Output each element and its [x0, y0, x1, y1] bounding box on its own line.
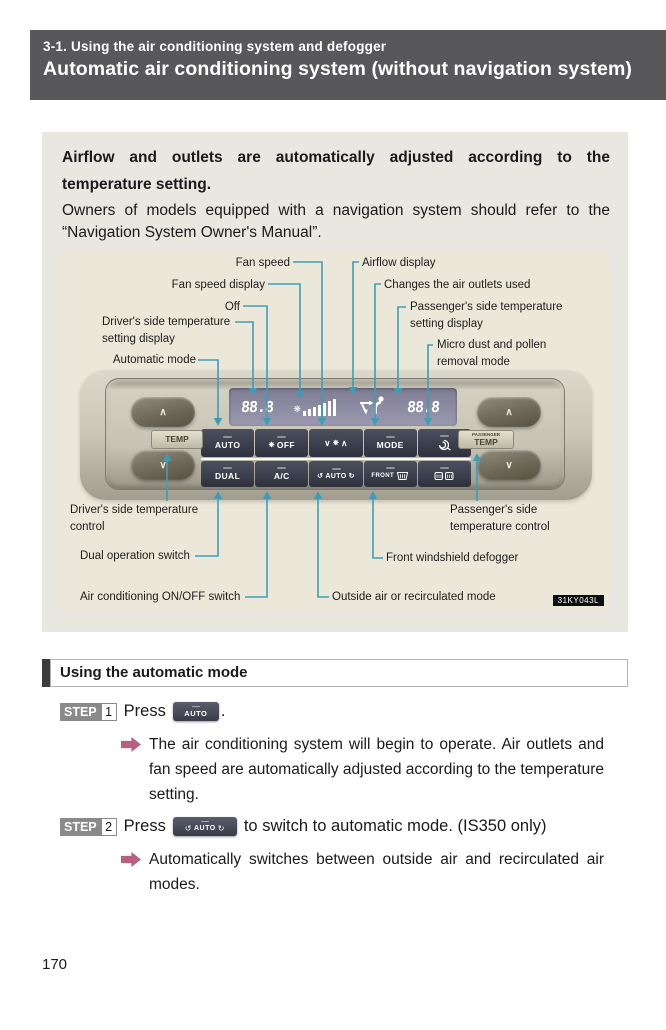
panel-front-defog-button: FRONT [364, 461, 417, 487]
step-1-text: Press [123, 702, 166, 720]
recirculate-icon: ↺ [184, 823, 192, 833]
windshield-defog-icon [396, 471, 409, 481]
chapter-header [30, 30, 666, 100]
ac-control-panel [105, 378, 565, 490]
fresh-air-icon: ↻ [348, 473, 355, 480]
panel-rear-defog-button [418, 461, 471, 487]
label-driver-setting-display: Driver's side temperature setting display [102, 316, 231, 346]
button-row-1 [201, 429, 471, 457]
section-title: Using the automatic mode [60, 664, 248, 681]
chevron-up-icon: ∧ [159, 406, 167, 418]
step-2-text: Press [123, 817, 166, 835]
label-fan-speed-display: Fan speed display [171, 279, 265, 291]
intro-body-text: Owners of models equipped with a navigation system should refer to the “Navigation System Owner's Manual”. [62, 202, 610, 242]
fan-icon: ❋ [293, 403, 301, 414]
step-1-result [121, 733, 604, 807]
label-driver-temp-control: Driver's side temperature control [70, 504, 199, 534]
page-title: Automatic air conditioning system (without navigation system) [43, 58, 632, 80]
label-dual-switch: Dual operation switch [80, 550, 190, 562]
result-arrow-icon [121, 737, 141, 752]
airflow-mode-icon [357, 394, 387, 421]
step-2-result-text: Automatically switches between outside air and recirculated air modes. [149, 851, 604, 893]
page-number: 170 [42, 956, 68, 973]
section-heading-bar [42, 659, 50, 687]
label-changes-outlets: Changes the air outlets used [384, 279, 531, 291]
label-passenger-temp-control: Passenger's side temperature control [450, 504, 550, 534]
panel-fan-off-button: ❋ OFF [255, 429, 308, 457]
result-arrow-icon [121, 852, 141, 867]
label-micro-dust: Micro dust and pollen removal mode [437, 339, 547, 369]
auto-button-image: AUTO [173, 702, 219, 721]
panel-ac-button: A/C [255, 461, 308, 487]
passenger-temp-down-button [477, 450, 541, 480]
ac-lcd-display [229, 388, 457, 426]
step-1-result-text: The air conditioning system will begin to operate. Air outlets and fan speed are automatically adjusted according to the temperature setting. [149, 736, 604, 803]
chevron-up-icon: ∧ [505, 406, 513, 418]
fresh-air-icon: ↻ [217, 823, 225, 833]
driver-temp-readout: 88.8 [240, 398, 274, 416]
fan-speed-bars [303, 399, 337, 416]
chevron-down-icon: ∨ [159, 459, 167, 471]
panel-fan-speed-button: ∨ ❋ ∧ [309, 429, 362, 457]
label-off: Off [224, 301, 240, 313]
recirculate-icon: ↺ [317, 473, 324, 480]
chevron-down-icon: ∨ [505, 459, 513, 471]
micro-dust-icon [436, 439, 452, 451]
section-heading [42, 659, 628, 687]
label-automatic-mode: Automatic mode [112, 354, 196, 366]
rear-defog-icon [434, 471, 454, 481]
air-intake-auto-button-image: ↺ AUTO ↻ [173, 817, 237, 836]
passenger-temp-up-button [477, 397, 541, 427]
step-2-badge: STEP 2 [60, 818, 117, 836]
step-2-post-text: to switch to automatic mode. (IS350 only) [243, 817, 547, 835]
passenger-temp-readout: 88.8 [406, 398, 440, 416]
chapter-section-title: 3-1. Using the air conditioning system and defogger [43, 39, 387, 54]
fan-icon: ❋ [268, 442, 275, 449]
panel-air-intake-auto-button: ↺ AUTO ↻ [309, 461, 362, 487]
step-1-badge: STEP 1 [60, 703, 117, 721]
intro-lead-text: Airflow and outlets are automatically adjusted according to the temperature setting. [62, 149, 610, 193]
panel-dual-button: DUAL [201, 461, 254, 487]
label-passenger-setting-display: Passenger's side temperature setting display [410, 301, 563, 331]
label-fan-speed: Fan speed [235, 257, 290, 269]
fan-speed-indicator [293, 399, 336, 416]
step-2-row [60, 817, 546, 836]
panel-separator-line [201, 458, 471, 460]
section-heading-box [50, 659, 628, 687]
button-row-2 [201, 461, 471, 487]
figure-code-badge: 31KY043L [553, 595, 604, 606]
fan-icon: ❋ [332, 440, 340, 447]
label-airflow-display: Airflow display [362, 257, 436, 269]
label-ac-switch: Air conditioning ON/OFF switch [80, 591, 241, 603]
passenger-temp-tab: PASSENGER TEMP [458, 430, 514, 449]
driver-temp-tab: TEMP [151, 430, 203, 449]
label-outside-air: Outside air or recirculated mode [332, 591, 496, 603]
step-1-period: . [220, 702, 226, 720]
driver-temp-up-button [131, 397, 195, 427]
panel-mode-button: MODE [364, 429, 417, 457]
driver-temp-down-button [131, 450, 195, 480]
step-1-row [60, 702, 225, 721]
step-2-result [121, 848, 604, 898]
control-panel-diagram [62, 253, 610, 612]
label-front-defogger: Front windshield defogger [386, 552, 519, 564]
panel-auto-button: AUTO [201, 429, 254, 457]
summary-box [42, 132, 628, 632]
